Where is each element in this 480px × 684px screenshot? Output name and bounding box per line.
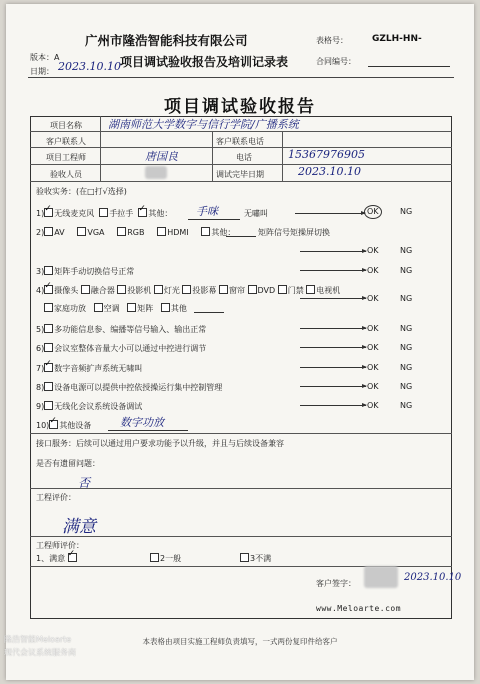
checkbox-dvd[interactable] [248,285,257,294]
ok-label: OK [367,207,379,216]
checkbox-audio[interactable] [44,363,53,372]
checkbox-vga[interactable] [77,227,86,236]
fill-line [194,312,224,313]
ok-label: OK [367,266,379,275]
footer-note: 本表格由项目实施工程师负责填写，一式两份复印件给客户 [142,637,338,646]
ng-label: NG [400,343,413,352]
checkbox-rgb[interactable] [117,227,126,236]
acceptance-header: 验收实务：(在□打√选择) [36,187,127,196]
item1-suffix: 无嘯叫 [244,209,268,218]
checkbox-multifunction[interactable] [44,324,53,333]
ok-label: OK [367,363,379,372]
checkbox-ac[interactable] [94,303,103,312]
finish-date-handwritten: 2023.10.10 [298,165,361,178]
issues-label: 是否有遗留问题： [36,459,100,468]
project-name-handwritten: 湖南师范大学数字与信行学院/广播系统 [108,118,299,131]
watermark-line1: 隆浩智能Meloarte [4,635,72,644]
report-title: 项目调试验收报告 [164,97,316,117]
item1-handwritten: 手咪 [196,205,218,218]
acceptor-label: 验收人员 [50,170,82,179]
ng-label: NG [400,401,413,410]
ng-label: NG [400,363,413,372]
arrow-icon [300,405,366,406]
arrow-icon [300,347,366,348]
checkbox-other2[interactable] [201,227,210,236]
item7-row: 7)✓ 数字音频扩声系统无啸叫 [36,363,142,374]
ok-label: OK [367,246,379,255]
client-sign-label: 客户签字： [316,579,356,588]
fill-line [188,219,240,220]
evaluation-label: 工程评价： [36,493,76,502]
item3-row: 3) 矩阵手动切换信号正常 [36,267,135,276]
item10-row: 10)✓ 其他设备 [36,420,91,431]
rating-opt3: 3不满 [240,553,271,564]
date-label: 日期： [30,67,54,76]
phone-handwritten: 15367976905 [288,148,365,161]
checkbox-camera[interactable] [44,285,53,294]
ok-label: OK [367,382,379,391]
item4b-row: 家庭功放 空调 矩阵 其他 [44,303,187,314]
contract-number-label: 合同编号： [316,57,356,66]
engineer-label: 项目工程师 [46,153,86,162]
arrow-icon [300,251,366,252]
arrow-icon [300,367,366,368]
col-divider [282,131,283,181]
col-divider [212,131,213,181]
checkbox-other4[interactable] [161,303,170,312]
section-divider [30,536,452,537]
ng-label: NG [400,266,413,275]
rating-label: 工程师评价： [36,541,84,550]
ok-label: OK [367,324,379,333]
section-divider [30,433,452,434]
issues-handwritten: 否 [78,476,91,490]
sign-date-handwritten: 2023.10.10 [404,572,462,583]
checkbox-screen[interactable] [182,285,191,294]
client-phone-label: 客户联系电话 [216,137,264,146]
item2-suffix: 矩阵信号矩操屏切换 [258,228,330,237]
ok-label: OK [367,294,379,303]
redacted-signature [364,566,398,588]
checkbox-power[interactable] [44,382,53,391]
arrow-icon [295,213,365,214]
finish-date-label: 调试完毕日期 [216,170,264,179]
checkbox-projector[interactable] [117,285,126,294]
evaluation-handwritten: 满意 [62,517,96,537]
checkbox-amplifier[interactable] [44,303,53,312]
rating-opt1: 1、满意 ✓ [36,553,78,564]
checkbox-hdmi[interactable] [157,227,166,236]
checkbox-av[interactable] [44,227,53,236]
arrow-icon [300,298,366,299]
row-divider [30,181,452,182]
item5-row: 5) 多功能信息参、编播等信号输入、输出正常 [36,325,207,334]
ok-label: OK [367,401,379,410]
version-label: 版本：A [30,53,60,62]
engineer-name-handwritten: 唐国良 [145,150,178,163]
ng-label: NG [400,294,413,303]
row-divider [30,164,452,165]
website-url: www.Meloarte.com [316,604,402,613]
ok-label: OK [367,343,379,352]
contract-number-line [368,66,450,67]
date-handwritten: 2023.10.10 [58,60,121,73]
client-contact-label: 客户联系人 [46,137,86,146]
rating-opt2: 2一般 [150,553,181,564]
ng-label: NG [400,324,413,333]
watermark-line2: 现代会议系统服务商 [4,648,76,657]
checkbox-wireless-mic[interactable] [44,208,53,217]
arrow-icon [300,386,366,387]
checkbox-other[interactable] [138,208,147,217]
checkbox-matrix2[interactable] [127,303,136,312]
item9-row: 9) 无线化会议系统设备调试 [36,402,143,411]
checkbox-fusion[interactable] [81,285,90,294]
item1-row: 1)✓ 无线麦克风 手拉手 ✓ 其他： [36,208,172,219]
checkbox-access[interactable] [278,285,287,294]
row-divider [30,147,452,148]
checkbox-average[interactable] [150,553,159,562]
header-divider [28,77,454,78]
checkbox-tv[interactable] [306,285,315,294]
checkbox-light[interactable] [154,285,163,294]
arrow-icon [300,270,366,271]
fill-line [226,236,256,237]
checkbox-wireless-conf[interactable] [44,401,53,410]
arrow-icon [300,328,366,329]
col-divider [100,116,101,181]
checkbox-curtain[interactable] [219,285,228,294]
project-name-label: 项目名称 [50,121,82,130]
checkbox-hand-mic[interactable] [99,208,108,217]
service-text: 接口服务：后续可以通过用户要求功能予以升级，并且与后续设备兼容 [36,439,284,448]
checkbox-other-device[interactable] [49,420,58,429]
form-number: GZLH-HN- [372,34,422,44]
checkbox-unsatisfied[interactable] [240,553,249,562]
company-name: 广州市隆浩智能科技有限公司 [85,33,248,48]
section-divider [30,488,452,489]
item4-row: 4)✓ 摄像头 融合器 投影机 灯光 投影幕 窗帘 DVD 门禁 电视机 [36,285,340,296]
item2-row: 2) AV VGA RGB HDMI 其他： [36,228,236,237]
form-number-label: 表格号： [316,36,348,45]
item8-row: 8) 设备电源可以提供中控依授操运行集中控制管理 [36,383,223,392]
ng-label: NG [400,382,413,391]
checkbox-volume[interactable] [44,343,53,352]
phone-label: 电话 [236,153,252,162]
ng-label: NG [400,246,413,255]
ng-label: NG [400,207,413,216]
fill-line [108,430,188,431]
form-title: 项目调试验收报告及培训记录表 [120,55,289,69]
item10-handwritten: 数字功放 [120,416,164,429]
checkbox-satisfied[interactable] [68,553,77,562]
checkbox-matrix[interactable] [44,266,53,275]
redacted-acceptor [145,166,167,179]
item6-row: 6) 会议室整体音量大小可以通过中控进行调节 [36,344,207,353]
